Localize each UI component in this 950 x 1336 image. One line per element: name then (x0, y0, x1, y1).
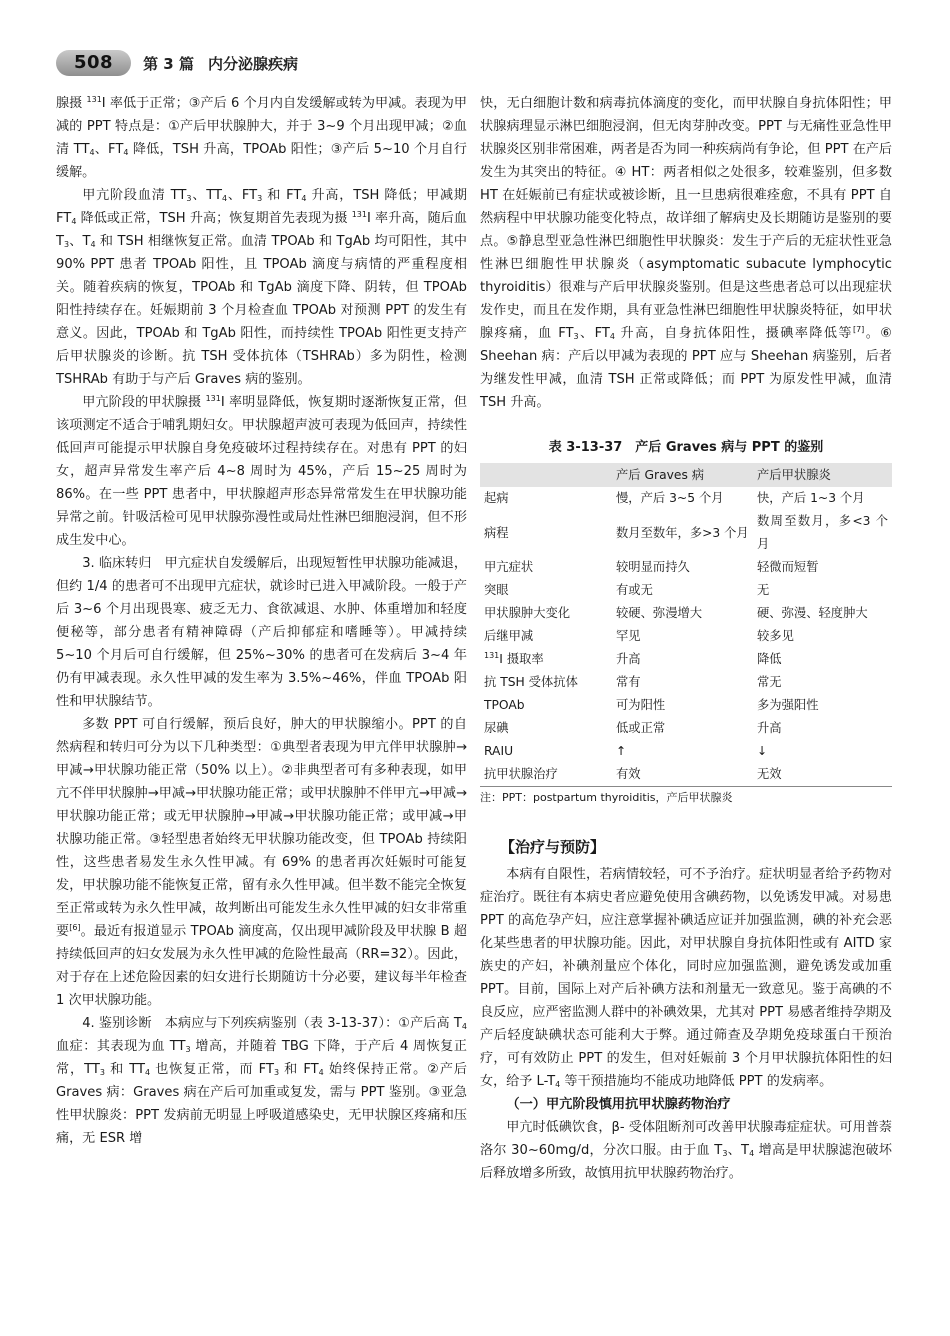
table-cell: 常有 (616, 675, 641, 689)
table-row (480, 717, 892, 740)
paragraph: 甲亢阶段血清 $TT_3$、$TT_4$、$FT_3$ 和 $FT_4$ 升高，TSH 降低；甲减期 $FT_4$ 降低或正常，TSH 升高；恢复期首先表现为摄 $^{131}$I 率升高，随后血 $T_3$、$T_4$ 和 TSH 相继恢复正常。血清 TPOAb 和 TgAb 均可阳性，其中 90% PPT 患者 TPOAb 阳性，且 TPOAb 滴度与病情的严重程度相关。随着疾病的恢复，TPOAb 和 TgAb 滴度下降、阴转，但 TPOAb 阳性持续存在。妊娠期前 3 个月检查血 TPOAb 对预测 PPT 的发生有意义。因此，TPOAb 和 TgAb 阳性，而持续性 TPOAb 阳性更支持产后甲状腺炎的诊断。抗 TSH 受体抗体（TSHRAb）多为阴性，检测 TSHRAb 有助于与产后 Graves 病的鉴别。 (56, 188, 468, 387)
table-cell: 较多见 (757, 629, 794, 643)
table-cell: 病程 (484, 525, 509, 540)
table-cell: 后继甲减 (484, 629, 534, 643)
table-row (480, 740, 892, 763)
table-cell: 可为阳性 (616, 698, 666, 712)
right-column-top-text (480, 92, 892, 414)
table-row (480, 625, 892, 648)
table-row (480, 556, 892, 579)
table-row (480, 694, 892, 717)
table-row (480, 510, 892, 556)
table-cell: 尿碘 (484, 721, 509, 735)
table-cell: 罕见 (616, 629, 641, 643)
paragraph: 甲亢阶段的甲状腺摄 $^{131}$I 率明显降低，恢复期时逐渐恢复正常，但该项测定不适合于哺乳期妇女。甲状腺超声波可表现为低回声，持续性低回声可能提示甲状腺自身免疫破坏过程持续存在。对患有 PPT 的妇女，超声异常发生率产后 4~8 周时为 45%，产后 15~25 周时为 86%。在一些 PPT 患者中，甲状腺超声形态异常常发生在甲状腺功能异常之前。针吸活检可见甲状腺弥漫性或局灶性淋巴细胞浸润，但不形成生发中心。 (56, 394, 467, 548)
table-row (480, 602, 892, 625)
table-cell: 数周至数月，多<3 个月 (757, 514, 888, 551)
table-cell: RAIU (484, 744, 514, 758)
table-cell: 升高 (616, 652, 641, 666)
table-row (480, 671, 892, 694)
table-cell: 数月至数年，多>3 个月 (616, 525, 749, 540)
paragraph: 4. 鉴别诊断 本病应与下列疾病鉴别（表 3-13-37）：①产后高 $T_4$ 血症：其表现为血 $TT_3$ 增高，并随着 TBG 下降，于产后 4 周恢复正常，$TT_3$ 和 $TT_4$ 也恢复正常，而 $FT_3$ 和 $FT_4$ 始终保持正常。②产后 Graves 病：Graves 病在产后可加重或复发，需与 PPT 鉴别。③亚急性甲状腺炎：PPT 发病前无明显上呼吸道感染史，无甲状腺区疼痛和压痛，无 ESR 增 (56, 1016, 467, 1146)
table-cell: TPOAb (484, 698, 525, 712)
table-cell: 低或正常 (616, 721, 666, 735)
table-row (480, 648, 892, 671)
table-cell: 多为强阳性 (757, 698, 819, 712)
paragraph: 甲亢时低碘饮食，β- 受体阻断剂可改善甲状腺毒症症状。可用普萘洛尔 30~60mg/d，分次口服。由于血 $T_3$、$T_4$ 增高是甲状腺滤泡破坏后释放增多所致，故慎用抗甲状腺药物治疗。 (480, 1120, 893, 1181)
paragraph: 多数 PPT 可自行缓解，预后良好，肿大的甲状腺缩小。PPT 的自然病程和转归可分为以下几种类型：①典型者表现为甲亢伴甲状腺肿→甲减→甲状腺功能正常（50% 以上）。②非典型者可有多种表现，如甲亢不伴甲状腺肿→甲减→甲状腺功能正常；或甲状腺肿不伴甲亢→甲减→甲状腺功能正常；或无甲状腺肿→甲减→甲状腺功能正常；或甲减→甲状腺功能正常。③轻型患者始终无甲状腺功能改变，但 TPOAb 持续阳性，这些患者易发生永久性甲减。有 69% 的患者再次妊娠时可能复发，甲状腺功能不能恢复正常，留有永久性甲减。但半数不能完全恢复至正常或转为永久性甲减，故判断出可能发生永久性甲减的妇女非常重要[6]。最近有报道显示 TPOAb 滴度高，仅出现甲减阶段及甲状腺 B 超持续低回声的妇女发展为永久性甲减的危险性最高（RR=32）。因此，对于存在上述危险因素的妇女进行长期随访十分必要，建议每半年检查 1 次甲状腺功能。 (56, 717, 468, 1008)
table-cell: 降低 (757, 652, 782, 666)
table-cell: 轻微而短暂 (757, 560, 819, 574)
page-header (56, 48, 298, 78)
table-cell: $^{131}$I 摄取率 (484, 651, 544, 666)
paragraph: 3. 临床转归 甲亢症状自发缓解后，出现短暂性甲状腺功能减退，但约 1/4 的患者可不出现甲亢症状，就诊时已进入甲减阶段。一般于产后 3~6 个月出现畏寒、疲乏无力、食欲减退、水肿、体重增加和轻度便秘等，部分患者有精神障碍（产后抑郁症和嗜睡等）。甲减持续 5~10 个月后可自行缓解，但 25%~30% 的患者可在发病后 3~4 年仍有甲减表现。永久性甲减的发生率为 3.5%~46%，伴血 TPOAb 阳性和甲状腺结节。 (56, 556, 467, 709)
page-number: 508 (56, 50, 131, 76)
table-cell: 升高 (757, 721, 782, 735)
paragraph: 快，无白细胞计数和病毒抗体滴度的变化，而甲状腺自身抗体阳性；甲状腺病理显示淋巴细胞浸润，但无肉芽肿改变。PPT 与无痛性亚急性甲状腺炎区别非常困难，两者是否为同一种疾病尚有争论，但 PPT 在产后发生为其突出的特征。④ HT：两者相似之处很多，较难鉴别，但多数 HT 在妊娠前已有症状或被诊断，且一旦患病很难痊愈，不具有 PPT 自然病程中甲状腺功能变化特点，故详细了解病史及长期随访是鉴别的要点。⑤静息型亚急性淋巴细胞性甲状腺炎：发生于产后的无症状性亚急性淋巴细胞性甲状腺炎（asymptomatic subacute lymphocytic thyroiditis）很难与产后甲状腺炎鉴别。但是这些患者总可以出现症状发作史，而且在发作期，具有亚急性淋巴细胞性甲状腺炎特征，如甲状腺疼痛，血 $FT_3$、$FT_4$ 升高，自身抗体阳性，摄碘率降低等[7]。⑥ Sheehan 病：产后以甲减为表现的 PPT 应与 Sheehan 病鉴别，后者为继发性甲减，血清 TSH 正常或降低；而 PPT 为原发性甲减，血清 TSH 升高。 (480, 96, 892, 410)
table-cell: 起病 (484, 491, 509, 505)
table-note: 注：PPT：postpartum thyroiditis，产后甲状腺炎 (480, 791, 733, 804)
table-cell: 快，产后 1~3 个月 (757, 491, 865, 505)
table-cell: 甲亢症状 (484, 560, 534, 574)
table-cell: 有效 (612, 763, 753, 787)
table-cell: 甲状腺肿大变化 (484, 606, 571, 620)
table-row (480, 487, 892, 510)
right-column (480, 92, 892, 1185)
table-header-cell (480, 463, 612, 487)
table-header-row (480, 463, 892, 487)
part-title: 内分泌腺疾病 (207, 54, 298, 73)
table-cell: 慢，产后 3~5 个月 (616, 491, 724, 505)
table-cell: 有或无 (616, 583, 653, 597)
table-cell: 硬、弥漫、轻度肿大 (757, 606, 868, 620)
table-row (480, 579, 892, 602)
table-cell: 抗 TSH 受体抗体 (484, 675, 578, 689)
table-cell: ↑ (616, 744, 627, 758)
table-header-cell: 产后 Graves 病 (612, 463, 753, 487)
section-title: 【治疗与预防】 (500, 838, 606, 856)
table-cell: ↓ (757, 744, 768, 758)
table-cell: 常无 (757, 675, 782, 689)
subsection-text (480, 1116, 892, 1185)
table-cell: 无效 (753, 763, 892, 787)
table-cell: 较明显而持久 (616, 560, 690, 574)
table-cell: 突眼 (484, 583, 509, 597)
paragraph: 本病有自限性，若病情较轻，可不予治疗。症状明显者给予药物对症治疗。既往有本病史者应避免使用含碘药物，以免诱发甲减。对易患 PPT 的高危孕产妇，应注意掌握补碘适应证并加强监测，碘的补充会恶化某些患者的甲状腺功能。因此，对甲状腺自身抗体阳性或有 AITD 家族史的产妇，补碘剂量应个体化，同时应加强监测，避免诱发或加重 PPT。目前，国际上对产后补碘方法和剂量无一致意见。鉴于高碘的不良反应，应严密监测人群中的补碘效果，尤其对 PPT 易感者维持孕期及产后轻度缺碘状态可能利大于弊。通过筛查及孕期免疫球蛋白干预治疗，可有效防止 PPT 的发生，但对妊娠前 3 个月甲状腺抗体阳性的妇女，给予 $L-T_4$ 等干预措施均不能成功地降低 PPT 的发病率。 (480, 867, 892, 1089)
table-caption: 表 3-13-37 产后 Graves 病与 PPT 的鉴别 (548, 440, 824, 455)
paragraph: 腺摄 $^{131}$I 率低于正常；③产后 6 个月内自发缓解或转为甲减。表现为甲减的 PPT 特点是：①产后甲状腺肿大，并于 3~9 个月出现甲减；②血清 $TT_4$、$FT_4$ 降低，TSH 升高，TPOAb 阳性；③产后 5~10 个月自行缓解。 (56, 95, 467, 180)
table-header-cell: 产后甲状腺炎 (753, 463, 892, 487)
comparison-table (480, 463, 892, 787)
subsection-title: （一）甲亢阶段慎用抗甲状腺药物治疗 (506, 1097, 731, 1112)
table-cell: 无 (757, 583, 770, 597)
part-label: 第 3 篇 (143, 54, 194, 73)
table-row (480, 763, 892, 787)
left-column (56, 92, 467, 1150)
treatment-text (480, 863, 892, 1093)
table-cell: 抗甲状腺治疗 (480, 763, 612, 787)
table-cell: 较硬、弥漫增大 (616, 606, 703, 620)
